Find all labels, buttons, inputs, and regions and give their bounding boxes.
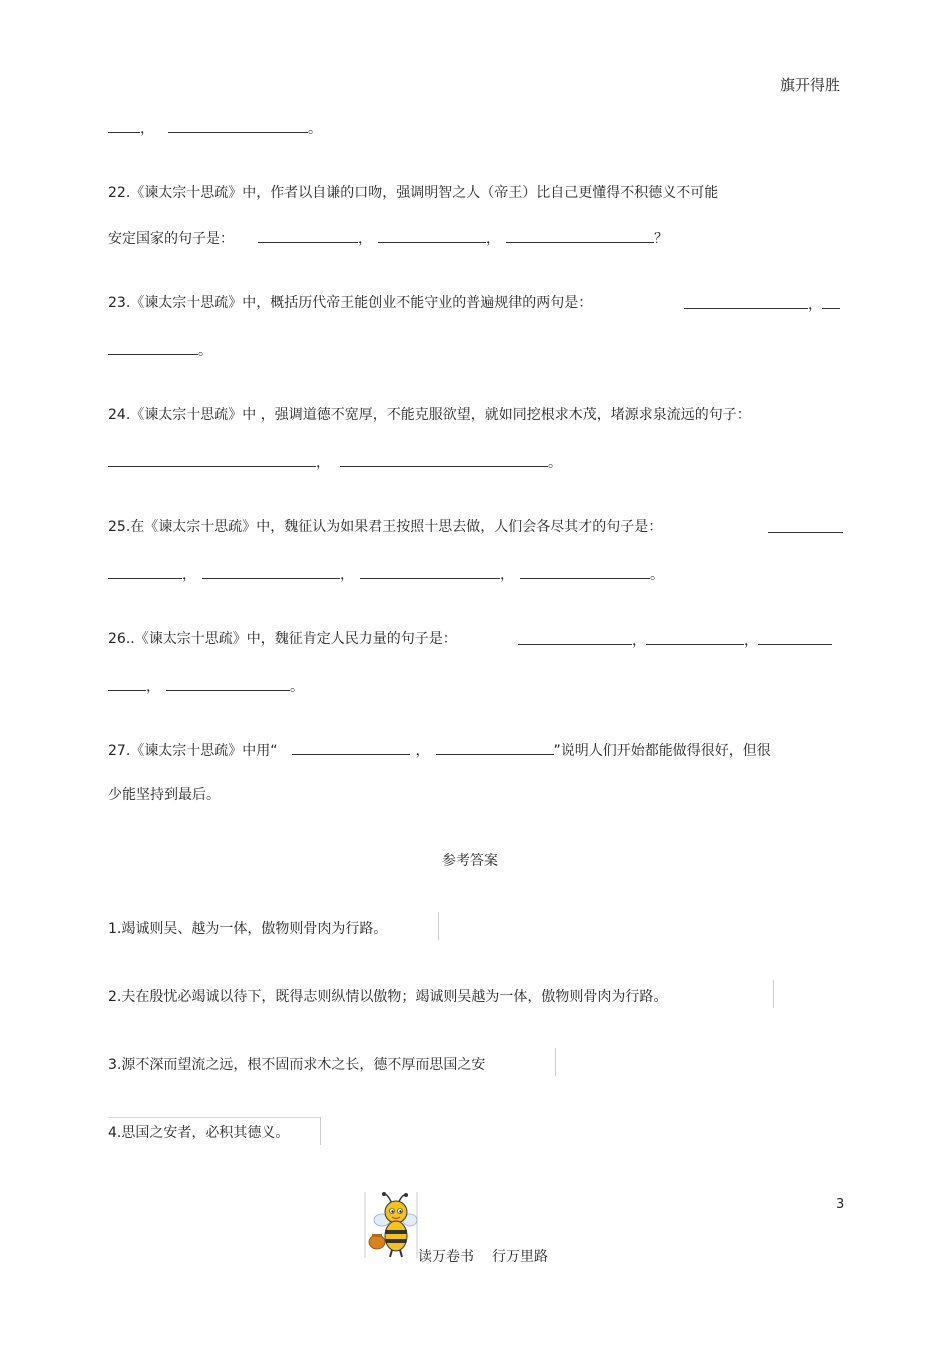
answer-blank[interactable] — [166, 676, 290, 691]
question-25-blank-start — [768, 518, 843, 538]
question-27-text — [108, 740, 771, 760]
answer-blank[interactable] — [360, 564, 500, 579]
separator: ， — [632, 633, 646, 649]
answers-heading: 参考答案 — [442, 853, 498, 869]
divider — [108, 1117, 320, 1118]
separator: ， — [500, 567, 514, 583]
question-26-text: 26..《谏太宗十思疏》中，魏征肯定人民力量的句子是： — [108, 631, 457, 647]
answer-blank[interactable] — [518, 630, 632, 645]
question-27-tail: ”说明人们开始都能做得很好，但很 — [553, 743, 771, 759]
separator: ， — [486, 231, 500, 247]
footer-motto-right: 行万里路 — [492, 1249, 548, 1265]
line-end: 。 — [198, 343, 212, 359]
answer-item-1: 1.竭诚则吴、越为一体，傲物则骨肉为行路。 — [108, 921, 388, 937]
question-24-answer-line — [108, 452, 562, 472]
separator: ， — [316, 455, 330, 471]
answer-blank[interactable] — [108, 340, 198, 355]
question-25-text: 25.在《谏太宗十思疏》中，魏征认为如果君王按照十思去做，人们会各尽其才的句子是： — [108, 519, 663, 535]
question-27-lead: 27.《谏太宗十思疏》中用“ — [108, 743, 278, 759]
line-end: ？ — [654, 231, 668, 247]
separator: ， — [808, 297, 822, 313]
answer-blank[interactable] — [108, 676, 146, 691]
question-25-answer-line — [108, 564, 664, 584]
answer-blank[interactable] — [768, 518, 843, 533]
question-26-answer-line — [108, 676, 304, 696]
separator: ， — [415, 743, 430, 759]
question-22-lead: 安定国家的句子是： — [108, 231, 234, 247]
separator: ， — [146, 679, 160, 695]
answer-blank[interactable] — [378, 228, 486, 243]
answer-blank[interactable] — [108, 452, 316, 467]
answer-blank[interactable] — [684, 294, 808, 309]
footer-motto-left: 读万卷书 — [418, 1249, 474, 1265]
question-22-answer-line — [108, 228, 668, 248]
question-22-text: 22.《谏太宗十思疏》中，作者以自谦的口吻，强调明智之人（帝王）比自己更懂得不积德义不可能 — [108, 185, 719, 201]
line-end: 。 — [290, 679, 304, 695]
divider — [773, 980, 774, 1008]
separator: ， — [340, 567, 354, 583]
answer-blank[interactable] — [258, 228, 358, 243]
line-end: 。 — [548, 455, 562, 471]
divider — [438, 912, 439, 940]
answer-blank[interactable] — [646, 630, 744, 645]
answer-blank[interactable] — [822, 294, 840, 309]
answer-blank[interactable] — [202, 564, 340, 579]
line-end: 。 — [308, 121, 322, 137]
line-end: 。 — [650, 567, 664, 583]
answer-blank[interactable] — [436, 740, 554, 755]
answer-item-2: 2.夫在殷忧必竭诚以待下，既得志则纵情以傲物；竭诚则吴越为一体，傲物则骨肉为行路。 — [108, 989, 668, 1005]
question-23-text: 23.《谏太宗十思疏》中，概括历代帝王能创业不能守业的普遍规律的两句是： — [108, 295, 593, 311]
answer-blank[interactable] — [506, 228, 654, 243]
question-24-text: 24.《谏太宗十思疏》中 ，强调道德不宽厚，不能克服欲望，就如同挖根求木茂，堵源求泉流远的句子： — [108, 407, 751, 423]
top-continuation-line — [108, 118, 322, 138]
answer-item-4: 4.思国之安者，必积其德义。 — [108, 1125, 290, 1141]
answer-blank[interactable] — [292, 740, 410, 755]
answer-blank[interactable] — [340, 452, 548, 467]
answer-blank[interactable] — [108, 564, 182, 579]
bee-mascot-icon — [364, 1190, 418, 1260]
header-title: 旗开得胜 — [780, 76, 841, 94]
divider — [555, 1048, 556, 1076]
separator: ， — [358, 231, 372, 247]
question-23-blanks — [684, 294, 840, 314]
separator: ， — [182, 567, 196, 583]
answer-blank[interactable] — [168, 118, 308, 133]
separator: ， — [140, 121, 154, 137]
answer-blank[interactable] — [758, 630, 832, 645]
question-27-line2: 少能坚持到最后。 — [108, 787, 220, 803]
divider — [320, 1117, 321, 1145]
separator: ， — [744, 633, 758, 649]
page-number: 3 — [836, 1197, 845, 1212]
question-26-blanks — [518, 630, 832, 650]
answer-item-3: 3.源不深而望流之远，根不固而求木之长，德不厚而思国之安 — [108, 1057, 486, 1073]
answer-blank[interactable] — [108, 118, 140, 133]
question-23-answer-line — [108, 340, 212, 360]
answer-blank[interactable] — [520, 564, 650, 579]
